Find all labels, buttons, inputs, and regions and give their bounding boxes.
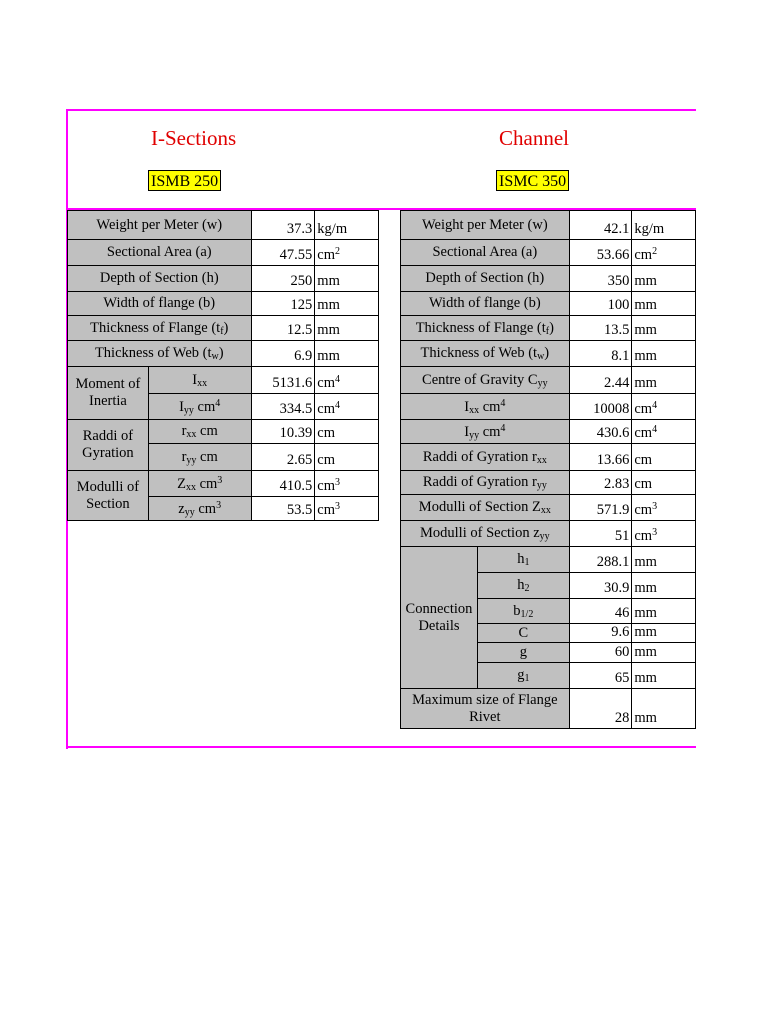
g-label: g (477, 643, 569, 663)
ch-zyy-value[interactable]: 51 (569, 521, 632, 547)
ch-rxx-value[interactable]: 13.66 (569, 444, 632, 471)
frame-bottom-border (67, 746, 696, 748)
flange-thickness-unit: mm (315, 316, 379, 341)
rxx-unit: cm (315, 420, 379, 444)
ch-area-unit: $cm^2$ (632, 240, 696, 266)
table-row (68, 211, 379, 240)
rxx-label: $r_{xx}$ cm (148, 420, 251, 444)
ch-centre-of-gravity-unit: mm (632, 367, 696, 394)
g1-label: $g_1$ (477, 663, 569, 689)
ryy-value[interactable]: 2.65 (251, 444, 315, 471)
table-row (401, 444, 696, 471)
ch-centre-of-gravity-value[interactable]: 2.44 (569, 367, 632, 394)
frame-top-border (67, 109, 696, 111)
table-row (401, 420, 696, 444)
i-section-designation[interactable] (148, 170, 221, 192)
area-value[interactable]: 47.55 (251, 240, 315, 266)
h2-unit: mm (632, 573, 696, 599)
flange-thickness-value[interactable]: 12.5 (251, 316, 315, 341)
channel-title: Channel (499, 126, 569, 150)
web-thickness-unit: mm (315, 341, 379, 367)
ch-zyy-unit: $cm^3$ (632, 521, 696, 547)
table-row (401, 240, 696, 266)
zxx-label: $Z_{xx}$ $cm^3$ (148, 471, 251, 497)
depth-value[interactable]: 250 (251, 266, 315, 292)
web-thickness-label: Thickness of Web $(t_w)$ (68, 341, 252, 367)
h1-label: $h_1$ (477, 547, 569, 573)
ch-weight-label: Weight per Meter (w) (401, 211, 570, 240)
ch-web-thickness-value[interactable]: 8.1 (569, 341, 632, 367)
ch-iyy-unit: $cm^4$ (632, 420, 696, 444)
ch-depth-value[interactable]: 350 (569, 266, 632, 292)
ch-zxx-value[interactable]: 571.9 (569, 495, 632, 521)
ch-rxx-unit: cm (632, 444, 696, 471)
ryy-label: $r_{yy}$ cm (148, 444, 251, 471)
i-sections-title: I-Sections (151, 126, 237, 150)
zyy-value[interactable]: 53.5 (251, 497, 315, 521)
h1-unit: mm (632, 547, 696, 573)
weight-value[interactable]: 37.3 (251, 211, 315, 240)
flange-rivet-label: Maximum size of Flange Rivet (401, 689, 570, 729)
iyy-value[interactable]: 334.5 (251, 394, 315, 420)
table-row (401, 689, 696, 729)
ch-ixx-value[interactable]: 10008 (569, 394, 632, 420)
weight-label: Weight per Meter (w) (68, 211, 252, 240)
h2-value[interactable]: 30.9 (569, 573, 632, 599)
zyy-label: $z_{yy}$ $cm^3$ (148, 497, 251, 521)
ch-ixx-label: $I_{xx}$ $cm^4$ (401, 394, 570, 420)
ch-zxx-unit: $cm^3$ (632, 495, 696, 521)
radii-of-gyration-group: Raddi of Gyration (68, 420, 149, 471)
rxx-value[interactable]: 10.39 (251, 420, 315, 444)
table-row (68, 471, 379, 497)
b12-label: $b_{1/2}$ (477, 599, 569, 624)
table-row (68, 266, 379, 292)
table-row (401, 367, 696, 394)
ch-width-unit: mm (632, 292, 696, 316)
channel-designation-label: ISMC 350 (496, 170, 569, 191)
moment-of-inertia-group: Moment of Inertia (68, 367, 149, 420)
flange-thickness-label: Thickness of Flange $(t_f)$ (68, 316, 252, 341)
g-unit: mm (632, 643, 696, 663)
iyy-label: $I_{yy}$ $cm^4$ (148, 394, 251, 420)
g-value[interactable]: 60 (569, 643, 632, 663)
ch-web-thickness-unit: mm (632, 341, 696, 367)
ch-rxx-label: Raddi of Gyration $r_{xx}$ (401, 444, 570, 471)
ch-centre-of-gravity-label: Centre of Gravity $C_{yy}$ (401, 367, 570, 394)
g1-value[interactable]: 65 (569, 663, 632, 689)
ixx-unit: $cm^4$ (315, 367, 379, 394)
zxx-value[interactable]: 410.5 (251, 471, 315, 497)
ch-ryy-label: Raddi of Gyration $r_{yy}$ (401, 471, 570, 495)
web-thickness-value[interactable]: 6.9 (251, 341, 315, 367)
table-row (401, 394, 696, 420)
ch-zyy-label: Modulli of Section $z_{yy}$ (401, 521, 570, 547)
table-row (401, 341, 696, 367)
ch-weight-value[interactable]: 42.1 (569, 211, 632, 240)
ch-ixx-unit: $cm^4$ (632, 394, 696, 420)
table-row (68, 292, 379, 316)
ch-flange-thickness-label: Thickness of Flange $(t_f)$ (401, 316, 570, 341)
ch-weight-unit: kg/m (632, 211, 696, 240)
ch-zxx-label: Modulli of Section $Z_{xx}$ (401, 495, 570, 521)
connection-details-group: Connection Details (401, 547, 478, 689)
b12-unit: mm (632, 599, 696, 624)
modulli-of-section-group: Modulli of Section (68, 471, 149, 521)
depth-unit: mm (315, 266, 379, 292)
table-row (401, 495, 696, 521)
weight-unit: kg/m (315, 211, 379, 240)
width-value[interactable]: 125 (251, 292, 315, 316)
table-row (68, 240, 379, 266)
channel-designation[interactable] (496, 170, 569, 192)
table-row (68, 367, 379, 394)
ch-ryy-value[interactable]: 2.83 (569, 471, 632, 495)
ixx-label: $I_{xx}$ (148, 367, 251, 394)
ch-flange-thickness-value[interactable]: 13.5 (569, 316, 632, 341)
table-row (401, 292, 696, 316)
table-row (401, 266, 696, 292)
ch-area-value[interactable]: 53.66 (569, 240, 632, 266)
table-row (401, 316, 696, 341)
c-label: C (477, 624, 569, 643)
ch-web-thickness-label: Thickness of Web $(t_w)$ (401, 341, 570, 367)
iyy-unit: $cm^4$ (315, 394, 379, 420)
ixx-value[interactable]: 5131.6 (251, 367, 315, 394)
depth-label: Depth of Section (h) (68, 266, 252, 292)
ch-depth-unit: mm (632, 266, 696, 292)
i-section-designation-label: ISMB 250 (148, 170, 221, 191)
width-unit: mm (315, 292, 379, 316)
ch-ryy-unit: cm (632, 471, 696, 495)
ryy-unit: cm (315, 444, 379, 471)
b12-value[interactable]: 46 (569, 599, 632, 624)
g1-unit: mm (632, 663, 696, 689)
table-row (401, 211, 696, 240)
table-row (68, 316, 379, 341)
ch-iyy-label: $I_{yy}$ $cm^4$ (401, 420, 570, 444)
ch-depth-label: Depth of Section (h) (401, 266, 570, 292)
flange-rivet-unit: mm (632, 689, 696, 729)
c-value[interactable]: 9.6 (569, 624, 632, 643)
c-unit: mm (632, 624, 696, 643)
h1-value[interactable]: 288.1 (569, 547, 632, 573)
table-row (68, 341, 379, 367)
ch-width-value[interactable]: 100 (569, 292, 632, 316)
ch-width-label: Width of flange (b) (401, 292, 570, 316)
area-label: Sectional Area (a) (68, 240, 252, 266)
zxx-unit: $cm^3$ (315, 471, 379, 497)
i-section-properties-table (67, 210, 379, 521)
ch-flange-thickness-unit: mm (632, 316, 696, 341)
zyy-unit: $cm^3$ (315, 497, 379, 521)
flange-rivet-value[interactable]: 28 (569, 689, 632, 729)
channel-properties-table (400, 210, 696, 729)
table-row (401, 471, 696, 495)
width-label: Width of flange (b) (68, 292, 252, 316)
ch-iyy-value[interactable]: 430.6 (569, 420, 632, 444)
table-row (401, 547, 696, 573)
table-row (401, 521, 696, 547)
area-unit: $cm^2$ (315, 240, 379, 266)
ch-area-label: Sectional Area (a) (401, 240, 570, 266)
h2-label: $h_2$ (477, 573, 569, 599)
table-row (68, 420, 379, 444)
